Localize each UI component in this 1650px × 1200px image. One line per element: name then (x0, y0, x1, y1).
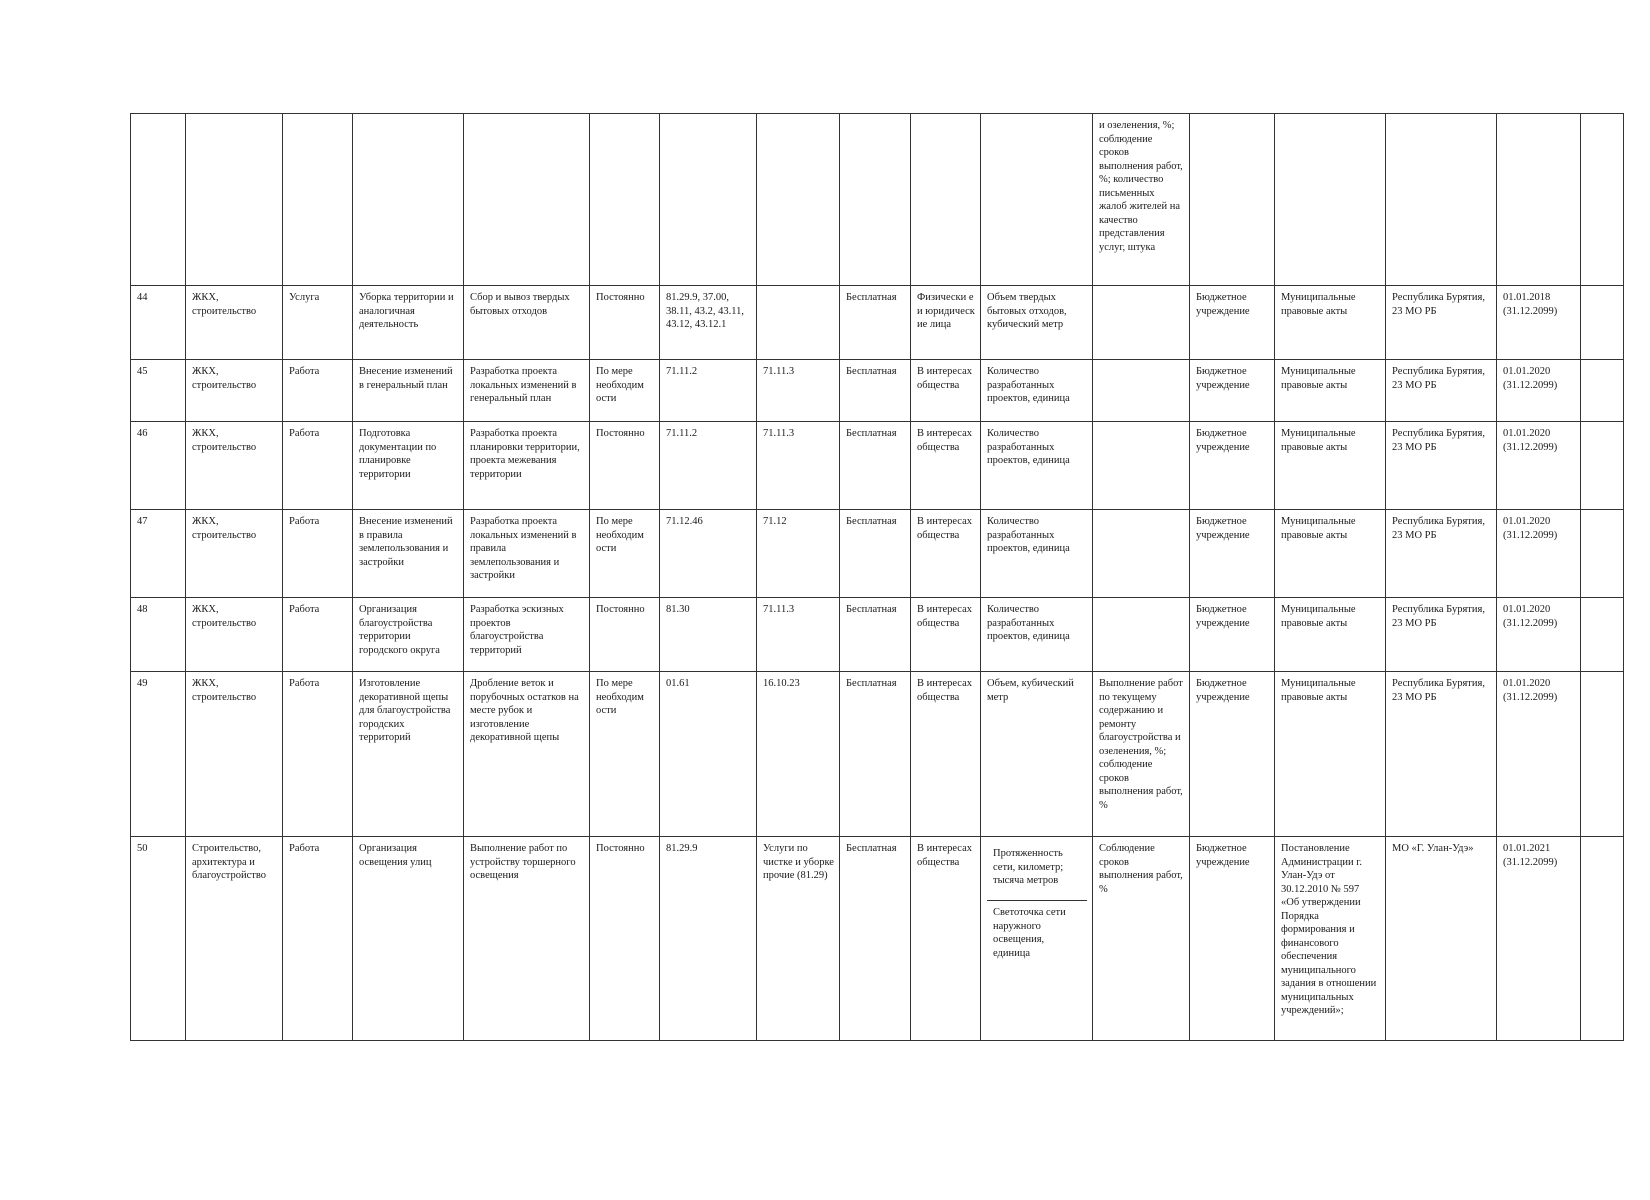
cell-period: По мере необходим ости (590, 360, 660, 422)
table-body (131, 114, 1624, 1041)
cell-period: Постоянно (590, 286, 660, 360)
cell-dates: 01.01.2020 (31.12.2099) (1497, 598, 1581, 672)
cell-volume-indicator (981, 837, 1093, 1041)
cell-legal-basis: Муниципальные правовые акты (1275, 598, 1386, 672)
cell-institution: Бюджетное учреждение (1190, 286, 1275, 360)
cell-payment: Бесплатная (840, 422, 911, 510)
table-row (131, 422, 1624, 510)
table-row-continued (131, 114, 1624, 286)
cell-institution: Бюджетное учреждение (1190, 422, 1275, 510)
cell-period: По мере необходим ости (590, 510, 660, 598)
cell-institution: Бюджетное учреждение (1190, 598, 1275, 672)
cell-volume-indicator: Объем, кубический метр (981, 672, 1093, 837)
cell-content: Сбор и вывоз твердых бытовых отходов (464, 286, 590, 360)
cell-period: Постоянно (590, 598, 660, 672)
cell-okpd: 71.11.3 (757, 598, 840, 672)
cell-municipality: Республика Бурятия, 23 МО РБ (1386, 672, 1497, 837)
cell-extra (1581, 837, 1624, 1041)
cell-municipality: Республика Бурятия, 23 МО РБ (1386, 510, 1497, 598)
cell-volume-indicator: Количество разработанных проектов, единица (981, 510, 1093, 598)
cell-sector: ЖКХ, строительство (186, 672, 283, 837)
cell-content: Разработка эскизных проектов благоустройства территорий (464, 598, 590, 672)
table-row (131, 510, 1624, 598)
cell-name: Подготовка документации по планировке территории (353, 422, 464, 510)
cell-volume-indicator: Количество разработанных проектов, единица (981, 598, 1093, 672)
cell-type: Работа (283, 422, 353, 510)
cell-legal-basis: Постановление Администрации г. Улан-Удэ от 30.12.2010 № 597 «Об утверждении Порядка формирования и финансового обеспечения муниципального задания в отношении муниципальных учреждений»; (1275, 837, 1386, 1041)
cell-period: Постоянно (590, 837, 660, 1041)
cell-okpd: 71.12 (757, 510, 840, 598)
cell-dates (1497, 114, 1581, 286)
cell-type: Работа (283, 672, 353, 837)
cell-consumers: В интересах общества (911, 837, 981, 1041)
cell-sector: ЖКХ, строительство (186, 422, 283, 510)
cell-num: 49 (131, 672, 186, 837)
cell-num: 45 (131, 360, 186, 422)
cell-municipality: Республика Бурятия, 23 МО РБ (1386, 422, 1497, 510)
cell-consumers: Физически е и юридическ ие лица (911, 286, 981, 360)
table-row (131, 837, 1624, 1041)
cell-name (353, 114, 464, 286)
cell-name: Организация благоустройства территории городского округа (353, 598, 464, 672)
cell-type: Работа (283, 360, 353, 422)
cell-consumers: В интересах общества (911, 672, 981, 837)
cell-num (131, 114, 186, 286)
cell-legal-basis (1275, 114, 1386, 286)
cell-payment: Бесплатная (840, 510, 911, 598)
cell-num: 44 (131, 286, 186, 360)
cell-consumers: В интересах общества (911, 422, 981, 510)
cell-payment (840, 114, 911, 286)
cell-extra (1581, 286, 1624, 360)
cell-institution (1190, 114, 1275, 286)
cell-quality-indicator: Выполнение работ по текущему содержанию и ремонту благоустройства и озеленения, %; соблюдение сроков выполнения работ, % (1093, 672, 1190, 837)
cell-name: Внесение изменений в генеральный план (353, 360, 464, 422)
cell-content: Разработка проекта локальных изменений в правила землепользования и застройки (464, 510, 590, 598)
cell-quality-indicator (1093, 286, 1190, 360)
cell-okpd: Услуги по чистке и уборке прочие (81.29) (757, 837, 840, 1041)
cell-okved: 81.30 (660, 598, 757, 672)
cell-quality-indicator (1093, 422, 1190, 510)
cell-content: Дробление веток и порубочных остатков на месте рубок и изготовление декоративной щепы (464, 672, 590, 837)
cell-payment: Бесплатная (840, 286, 911, 360)
cell-payment: Бесплатная (840, 837, 911, 1041)
cell-volume-indicator (981, 114, 1093, 286)
cell-volume-indicator: Количество разработанных проектов, единица (981, 360, 1093, 422)
cell-volume-indicator: Количество разработанных проектов, единица (981, 422, 1093, 510)
table-row (131, 360, 1624, 422)
cell-legal-basis: Муниципальные правовые акты (1275, 672, 1386, 837)
cell-okved: 81.29.9 (660, 837, 757, 1041)
cell-legal-basis: Муниципальные правовые акты (1275, 510, 1386, 598)
cell-consumers (911, 114, 981, 286)
cell-num: 48 (131, 598, 186, 672)
cell-sector: ЖКХ, строительство (186, 598, 283, 672)
cell-institution: Бюджетное учреждение (1190, 360, 1275, 422)
cell-type (283, 114, 353, 286)
cell-extra (1581, 510, 1624, 598)
table-row (131, 598, 1624, 672)
cell-municipality: Республика Бурятия, 23 МО РБ (1386, 360, 1497, 422)
cell-quality-indicator: Соблюдение сроков выполнения работ, % (1093, 837, 1190, 1041)
cell-content: Разработка проекта локальных изменений в генеральный план (464, 360, 590, 422)
cell-institution: Бюджетное учреждение (1190, 837, 1275, 1041)
cell-quality-indicator: и озеленения, %; соблюдение сроков выполнения работ, %; количество письменных жалоб жителей на качество представления услуг, штука (1093, 114, 1190, 286)
cell-dates: 01.01.2020 (31.12.2099) (1497, 360, 1581, 422)
cell-content: Выполнение работ по устройству торшерного освещения (464, 837, 590, 1041)
cell-legal-basis: Муниципальные правовые акты (1275, 360, 1386, 422)
cell-extra (1581, 114, 1624, 286)
table-row (131, 672, 1624, 837)
cell-okved: 81.29.9, 37.00, 38.11, 43.2, 43.11, 43.12, 43.12.1 (660, 286, 757, 360)
cell-extra (1581, 422, 1624, 510)
cell-type: Работа (283, 598, 353, 672)
cell-institution: Бюджетное учреждение (1190, 510, 1275, 598)
cell-okved: 71.11.2 (660, 360, 757, 422)
cell-okved: 71.11.2 (660, 422, 757, 510)
cell-content: Разработка проекта планировки территории, проекта межевания территории (464, 422, 590, 510)
cell-municipality (1386, 114, 1497, 286)
cell-dates: 01.01.2018 (31.12.2099) (1497, 286, 1581, 360)
cell-name: Уборка территории и аналогичная деятельность (353, 286, 464, 360)
cell-dates: 01.01.2020 (31.12.2099) (1497, 510, 1581, 598)
cell-legal-basis: Муниципальные правовые акты (1275, 422, 1386, 510)
cell-municipality: Республика Бурятия, 23 МО РБ (1386, 598, 1497, 672)
cell-payment: Бесплатная (840, 598, 911, 672)
cell-dates: 01.01.2020 (31.12.2099) (1497, 672, 1581, 837)
cell-municipality: Республика Бурятия, 23 МО РБ (1386, 286, 1497, 360)
cell-legal-basis: Муниципальные правовые акты (1275, 286, 1386, 360)
cell-num: 46 (131, 422, 186, 510)
cell-extra (1581, 360, 1624, 422)
cell-quality-indicator (1093, 510, 1190, 598)
cell-period (590, 114, 660, 286)
cell-okpd: 16.10.23 (757, 672, 840, 837)
cell-okved (660, 114, 757, 286)
cell-name: Изготовление декоративной щепы для благоустройства городских территорий (353, 672, 464, 837)
volume-indicator-1: Протяженность сети, километр; тысяча метров (987, 842, 1087, 901)
cell-period: Постоянно (590, 422, 660, 510)
cell-sector (186, 114, 283, 286)
cell-content (464, 114, 590, 286)
cell-okpd: 71.11.3 (757, 422, 840, 510)
cell-quality-indicator (1093, 598, 1190, 672)
cell-consumers: В интересах общества (911, 510, 981, 598)
cell-name: Внесение изменений в правила землепользования и застройки (353, 510, 464, 598)
cell-name: Организация освещения улиц (353, 837, 464, 1041)
cell-institution: Бюджетное учреждение (1190, 672, 1275, 837)
cell-okved: 01.61 (660, 672, 757, 837)
cell-okved: 71.12.46 (660, 510, 757, 598)
cell-payment: Бесплатная (840, 672, 911, 837)
cell-dates: 01.01.2020 (31.12.2099) (1497, 422, 1581, 510)
cell-sector: ЖКХ, строительство (186, 286, 283, 360)
cell-okpd (757, 114, 840, 286)
cell-consumers: В интересах общества (911, 360, 981, 422)
cell-type: Услуга (283, 286, 353, 360)
cell-extra (1581, 598, 1624, 672)
cell-volume-indicator: Объем твердых бытовых отходов, кубический метр (981, 286, 1093, 360)
cell-municipality: МО «Г. Улан-Удэ» (1386, 837, 1497, 1041)
cell-payment: Бесплатная (840, 360, 911, 422)
services-registry-table (130, 113, 1624, 1041)
cell-quality-indicator (1093, 360, 1190, 422)
cell-extra (1581, 672, 1624, 837)
cell-type: Работа (283, 510, 353, 598)
volume-indicator-2: Светоточка сети наружного освещения, единица (993, 907, 1066, 959)
cell-consumers: В интересах общества (911, 598, 981, 672)
cell-period: По мере необходим ости (590, 672, 660, 837)
cell-dates: 01.01.2021 (31.12.2099) (1497, 837, 1581, 1041)
cell-sector: ЖКХ, строительство (186, 360, 283, 422)
cell-num: 47 (131, 510, 186, 598)
cell-sector: ЖКХ, строительство (186, 510, 283, 598)
cell-type: Работа (283, 837, 353, 1041)
cell-okpd (757, 286, 840, 360)
cell-okpd: 71.11.3 (757, 360, 840, 422)
cell-num: 50 (131, 837, 186, 1041)
cell-sector: Строительство, архитектура и благоустройство (186, 837, 283, 1041)
table-row (131, 286, 1624, 360)
